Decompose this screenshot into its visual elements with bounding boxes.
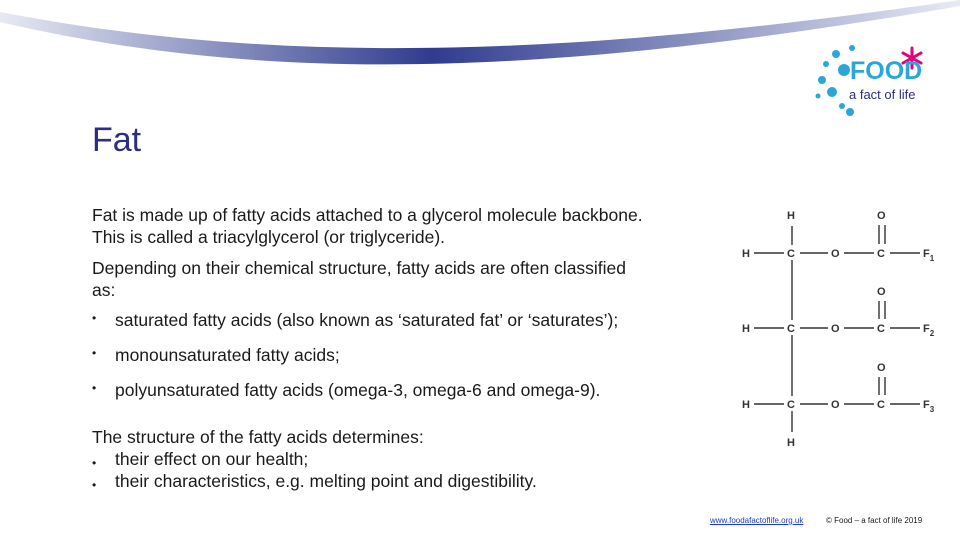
fatty-acid-label: $F_1$ bbox=[923, 248, 935, 263]
bullet-icon: • bbox=[92, 456, 97, 470]
oxygen-atom: O bbox=[831, 399, 840, 411]
oxygen-atom: O bbox=[877, 362, 886, 374]
list-item bbox=[92, 470, 537, 492]
list-item bbox=[92, 380, 618, 415]
intro-paragraph bbox=[92, 204, 643, 248]
hydrogen-atom: H bbox=[742, 399, 750, 411]
bullet-icon: • bbox=[92, 346, 97, 360]
oxygen-atom: O bbox=[831, 248, 840, 260]
hydrogen-atom: H bbox=[742, 323, 750, 335]
oxygen-atom: O bbox=[877, 210, 886, 222]
intro-line: Fat is made up of fatty acids attached to a glycerol molecule backbone. bbox=[92, 205, 643, 225]
hydrogen-atom-bottom: H bbox=[787, 437, 795, 449]
list-item bbox=[92, 448, 537, 470]
bullet-icon: • bbox=[92, 478, 97, 492]
hydrogen-atom: H bbox=[742, 248, 750, 260]
list-item-text: saturated fatty acids (also known as ‘saturated fat’ or ‘saturates’); bbox=[115, 310, 619, 330]
fatty-acid-label: $F_3$ bbox=[923, 399, 935, 414]
carbon-atom: C bbox=[877, 248, 885, 260]
carbon-atom: C bbox=[787, 399, 795, 411]
slide-title: Fat bbox=[92, 121, 142, 159]
list-item-text: monounsaturated fatty acids; bbox=[115, 345, 340, 365]
logo-wordmark: FOOD bbox=[850, 57, 923, 85]
oxygen-atom: O bbox=[831, 323, 840, 335]
carbon-atom: C bbox=[787, 323, 795, 335]
logo-tagline: a fact of life bbox=[849, 87, 916, 102]
classification-line: as: bbox=[92, 280, 116, 300]
list-item-text: polyunsaturated fatty acids (omega-3, omega-6 and omega-9). bbox=[115, 380, 601, 400]
list-item bbox=[92, 310, 618, 345]
classification-line: Depending on their chemical structure, fatty acids are often classified bbox=[92, 258, 627, 278]
list-item bbox=[92, 345, 618, 380]
triglyceride-structure-diagram bbox=[728, 196, 960, 460]
classification-paragraph bbox=[92, 257, 626, 301]
carbon-atom: C bbox=[877, 399, 885, 411]
structure-heading: The structure of the fatty acids determines: bbox=[92, 427, 424, 447]
carbon-atom: C bbox=[877, 323, 885, 335]
bullet-icon: • bbox=[92, 381, 97, 395]
food-a-fact-of-life-logo bbox=[812, 40, 930, 122]
fatty-acid-label: $F_2$ bbox=[923, 323, 935, 338]
carbon-atom: C bbox=[787, 248, 795, 260]
structure-points-list bbox=[92, 448, 537, 492]
fatty-acid-types-list bbox=[92, 310, 618, 415]
intro-line: This is called a triacylglycerol (or triglyceride). bbox=[92, 227, 446, 247]
hydrogen-atom-top: H bbox=[787, 210, 795, 222]
website-link[interactable]: www.foodafactoflife.org.uk bbox=[710, 516, 804, 525]
list-item-text: their characteristics, e.g. melting point and digestibility. bbox=[115, 471, 537, 491]
oxygen-atom: O bbox=[877, 286, 886, 298]
list-item-text: their effect on our health; bbox=[115, 449, 309, 469]
bullet-icon: • bbox=[92, 311, 97, 325]
copyright-text: © Food – a fact of life 2019 bbox=[826, 516, 923, 525]
